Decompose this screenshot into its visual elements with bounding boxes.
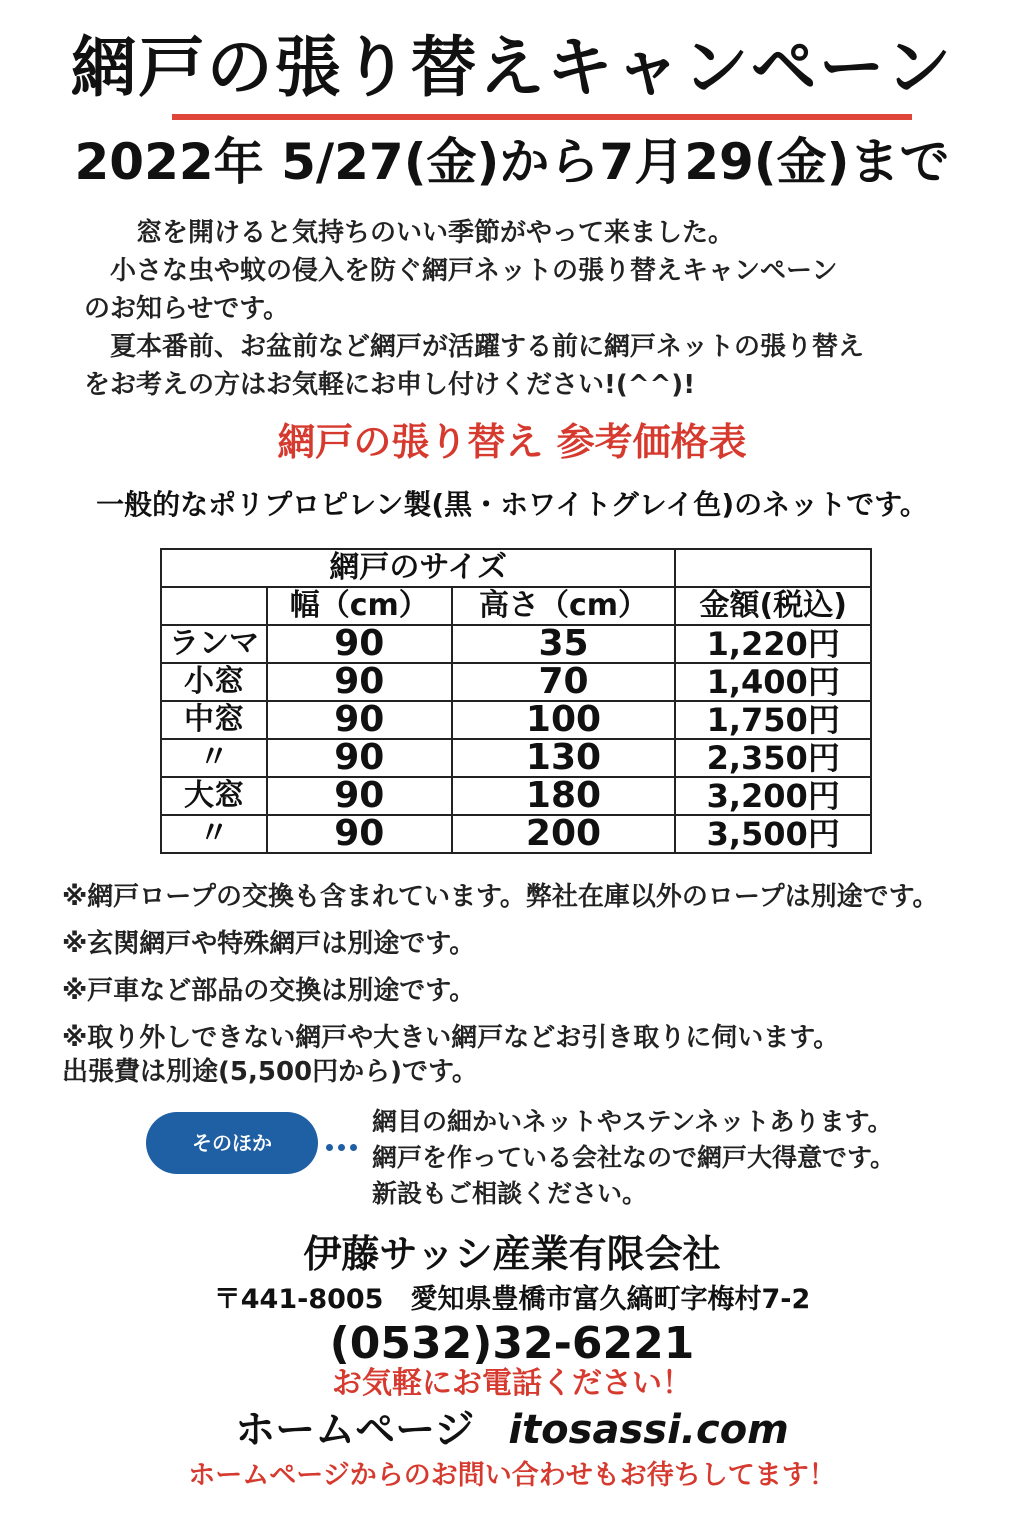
price-header: 金額(税込) [675, 587, 871, 625]
note-line: ※網戸ロープの交換も含まれています。弊社在庫以外のロープは別途です。 [62, 882, 939, 912]
price-table [160, 548, 872, 854]
company-address: 〒441-8005 愛知県豊橋市富久縞町字梅村7-2 [213, 1284, 811, 1315]
intro-line: のお知らせです。 [84, 294, 290, 324]
price-value: 2,350円 [675, 739, 871, 777]
height-value: 130 [452, 739, 676, 777]
window-type: 中窓 [161, 701, 267, 739]
width-header: 幅（cm） [267, 587, 452, 625]
width-value: 90 [267, 663, 452, 701]
price-value: 1,400円 [675, 663, 871, 701]
intro-text [84, 214, 964, 404]
table-row [161, 701, 871, 739]
note-line: ※取り外しできない網戸や大きい網戸などお引き取りに伺います。 [62, 1023, 840, 1053]
notes-section [62, 880, 982, 1089]
note-line: ※玄関網戸や特殊網戸は別途です。 [62, 929, 476, 959]
height-value: 70 [452, 663, 676, 701]
window-type: 小窓 [161, 663, 267, 701]
other-line: 網戸を作っている会社なので網戸大得意です。 [372, 1143, 896, 1172]
other-badge: そのほか [146, 1112, 318, 1174]
height-value: 180 [452, 777, 676, 815]
other-line: 網目の細かいネットやステンネットあります。 [372, 1107, 893, 1136]
empty-header-cell [675, 549, 871, 587]
call-prompt: お気軽にお電話ください！ [332, 1366, 692, 1401]
material-description: 一般的なポリプロピレン製(黒・ホワイトグレイ色)のネットです。 [96, 488, 928, 521]
window-type: 大窓 [161, 777, 267, 815]
table-subheader-row [161, 587, 871, 625]
empty-header-cell [161, 587, 267, 625]
height-header: 高さ（cm） [452, 587, 676, 625]
table-header-row [161, 549, 871, 587]
title-underline [172, 114, 912, 120]
price-value: 3,200円 [675, 777, 871, 815]
company-name: 伊藤サッシ産業有限会社 [303, 1232, 721, 1276]
width-value: 90 [267, 777, 452, 815]
intro-line: 夏本番前、お盆前など網戸が活躍する前に網戸ネットの張り替え [84, 332, 865, 362]
width-value: 90 [267, 701, 452, 739]
table-row [161, 663, 871, 701]
homepage-label: ホームページ [235, 1407, 475, 1453]
inquiry-prompt: ホームページからのお問い合わせもお待ちしてます！ [188, 1460, 836, 1491]
height-value: 200 [452, 815, 676, 853]
intro-line: 小さな虫や蚊の侵入を防ぐ網戸ネットの張り替えキャンペーン [84, 256, 838, 286]
intro-line: 窓を開けると気持ちのいい季節がやって来ました。 [84, 218, 735, 248]
table-row [161, 777, 871, 815]
price-table-title: 網戸の張り替え 参考価格表 [277, 420, 747, 464]
speech-dots-icon [326, 1136, 362, 1155]
height-value: 35 [452, 625, 676, 663]
price-value: 1,220円 [675, 625, 871, 663]
note-line: 出張費は別途(5,500円から)です。 [62, 1057, 478, 1087]
height-value: 100 [452, 701, 676, 739]
campaign-dates: 2022年 5/27(金)から7月29(金)まで [74, 133, 950, 191]
other-info [372, 1104, 972, 1212]
homepage-line [0, 1402, 1024, 1458]
price-value: 1,750円 [675, 701, 871, 739]
phone-number: (0532)32-6221 [329, 1318, 695, 1369]
note-line: ※戸車など部品の交換は別途です。 [62, 976, 476, 1006]
window-type: ランマ [161, 625, 267, 663]
campaign-title: 網戸の張り替えキャンペーン [70, 29, 954, 106]
price-value: 3,500円 [675, 815, 871, 853]
other-line: 新設もご相談ください。 [372, 1179, 648, 1208]
window-type: 〃 [161, 739, 267, 777]
table-row [161, 739, 871, 777]
window-type: 〃 [161, 815, 267, 853]
intro-line: をお考えの方はお気軽にお申し付けください!(^^)! [84, 370, 696, 400]
homepage-url: itosassi.com [508, 1407, 789, 1453]
width-value: 90 [267, 739, 452, 777]
width-value: 90 [267, 815, 452, 853]
size-header: 網戸のサイズ [161, 549, 675, 587]
table-row [161, 815, 871, 853]
table-row [161, 625, 871, 663]
width-value: 90 [267, 625, 452, 663]
